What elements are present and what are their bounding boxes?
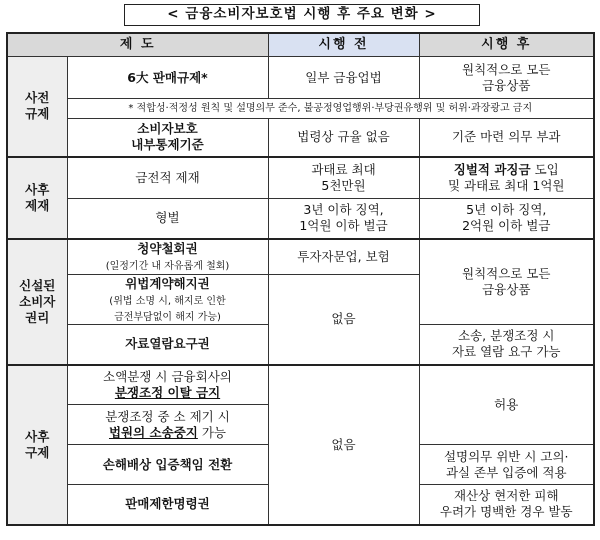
row-six-label: 6大 판매규제* — [67, 57, 268, 99]
row-penalty-after: 5년 이하 징역, 2억원 이하 벌금 — [419, 199, 594, 239]
header-after: 시행 후 — [419, 33, 594, 57]
row-withdraw-label: 청약철회권 (일정기간 내 자유롭게 철회) — [67, 239, 268, 275]
row-terminate-label: 위법계약해지권 (위법 소명 시, 해지로 인한 금전부담없이 해지 가능) — [67, 275, 268, 325]
row-damages-after: 설명의무 위반 시 고의· 과실 존부 입증에 적용 — [419, 445, 594, 485]
row-relief-before: 없음 — [268, 365, 419, 525]
row-money-label: 금전적 제재 — [67, 157, 268, 199]
row-six-before: 일부 금융업법 — [268, 57, 419, 99]
section-new-rights: 신설된 소비자 권리 — [7, 239, 67, 365]
row-recall-label: 판매제한명령권 — [67, 485, 268, 525]
row-dispute-label: 소액분쟁 시 금융회사의 분쟁조정 이탈 금지 — [67, 365, 268, 405]
row-recall-after: 재산상 현저한 피해 우려가 명백한 경우 발동 — [419, 485, 594, 525]
row-records-label: 자료열람요구권 — [67, 325, 268, 365]
section-pre-regulation: 사전 규제 — [7, 57, 67, 157]
row-internal-after: 기준 마련 의무 부과 — [419, 119, 594, 157]
row-six-after: 원칙적으로 모든 금융상품 — [419, 57, 594, 99]
section-post-sanction: 사후 제재 — [7, 157, 67, 239]
row-six-footnote: * 적합성·적정성 원칙 및 설명의무 준수, 불공정영업행위·부당권유행위 및 허위·과장광고 금지 — [67, 99, 594, 119]
comparison-table — [6, 32, 595, 526]
row-allowed-after: 허용 — [419, 365, 594, 445]
row-internal-before: 법령상 규율 없음 — [268, 119, 419, 157]
row-internal-label: 소비자보호 내부통제기준 — [67, 119, 268, 157]
row-money-after: 징벌적 과징금 도입 및 과태료 최대 1억원 — [419, 157, 594, 199]
row-lawsuit-label: 분쟁조정 중 소 제기 시 법원의 소송중지 가능 — [67, 405, 268, 445]
row-withdraw-before: 투자자문업, 보험 — [268, 239, 419, 275]
row-penalty-before: 3년 이하 징역, 1억원 이하 벌금 — [268, 199, 419, 239]
document-frame — [6, 4, 593, 534]
row-money-before: 과태료 최대 5천만원 — [268, 157, 419, 199]
row-new-rights-before: 없음 — [268, 275, 419, 365]
document-title: < 금융소비자보호법 시행 후 주요 변화 > — [124, 4, 480, 26]
row-penalty-label: 형벌 — [67, 199, 268, 239]
header-before: 시행 전 — [268, 33, 419, 57]
header-system: 제 도 — [7, 33, 268, 57]
row-records-after: 소송, 분쟁조정 시 자료 열람 요구 가능 — [419, 325, 594, 365]
row-withdraw-after: 원칙적으로 모든 금융상품 — [419, 239, 594, 325]
row-damages-label: 손해배상 입증책임 전환 — [67, 445, 268, 485]
section-post-relief: 사후 구제 — [7, 365, 67, 525]
